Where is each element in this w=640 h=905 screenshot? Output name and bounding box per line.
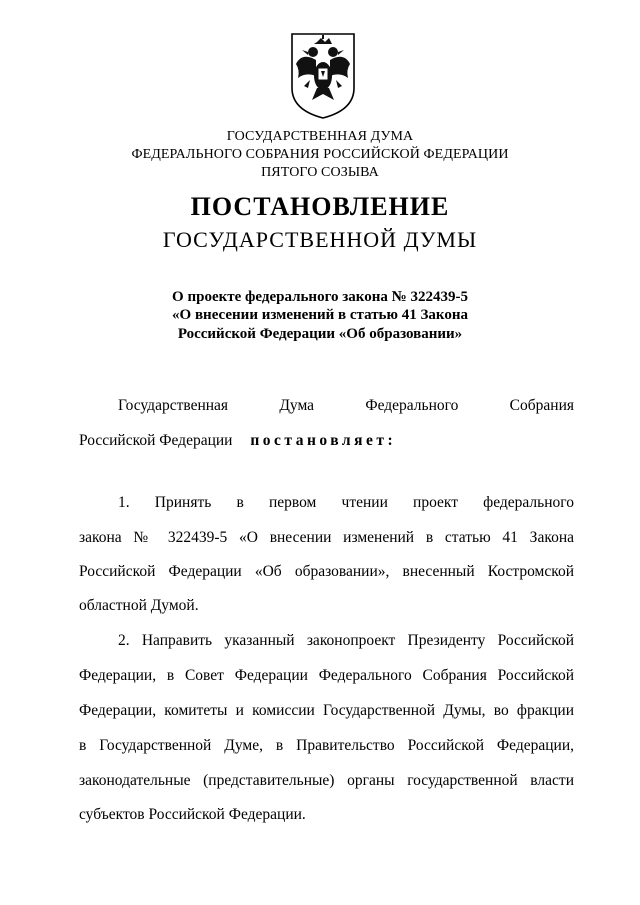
- document-title: ПОСТАНОВЛЕНИЕ: [190, 192, 450, 221]
- convocation-line: ПЯТОГО СОЗЫВА: [261, 165, 379, 180]
- document-subtitle: ГОСУДАРСТВЕННОЙ ДУМЫ: [162, 227, 478, 252]
- preamble-prefix: Российской Федерации: [79, 432, 233, 449]
- preamble-line-2: [79, 432, 574, 450]
- paragraph-2-line-5: законодательные (представительные) органы государственной власти: [79, 772, 574, 789]
- preamble-line-1: Государственная Дума Федерального Собрания: [118, 397, 574, 414]
- subject-line-1: О проекте федерального закона № 322439-5: [172, 289, 468, 305]
- subject-line-2: «О внесении изменений в статью 41 Закона: [172, 307, 468, 323]
- paragraph-2-line-1: 2. Направить указанный законопроект Президенту Российской: [118, 632, 574, 649]
- coat-of-arms-emblem: [288, 30, 358, 122]
- paragraph-2-line-3: Федерации, комитеты и комиссии Государственной Думы, во фракции: [79, 702, 574, 719]
- paragraph-1-line-1: 1. Принять в первом чтении проект федерального: [118, 494, 574, 511]
- paragraph-1-line-3: Российской Федерации «Об образовании», внесенный Костромской: [79, 563, 574, 580]
- organization-line-2: ФЕДЕРАЛЬНОГО СОБРАНИЯ РОССИЙСКОЙ ФЕДЕРАЦИИ: [131, 147, 509, 162]
- paragraph-2-line-4: в Государственной Думе, в Правительство Российской Федерации,: [79, 737, 574, 754]
- paragraph-1-line-4: областной Думой.: [79, 597, 199, 614]
- paragraph-2-line-2: Федерации, в Совет Федерации Федерального Собрания Российской: [79, 667, 574, 684]
- paragraph-2-line-6: субъектов Российской Федерации.: [79, 806, 306, 823]
- organization-line-1: ГОСУДАРСТВЕННАЯ ДУМА: [226, 129, 414, 144]
- subject-line-3: Российской Федерации «Об образовании»: [177, 326, 463, 342]
- preamble-verb: постановляет:: [250, 432, 397, 449]
- paragraph-1-line-2: закона № 322439-5 «О внесении изменений в статью 41 Закона: [79, 529, 574, 546]
